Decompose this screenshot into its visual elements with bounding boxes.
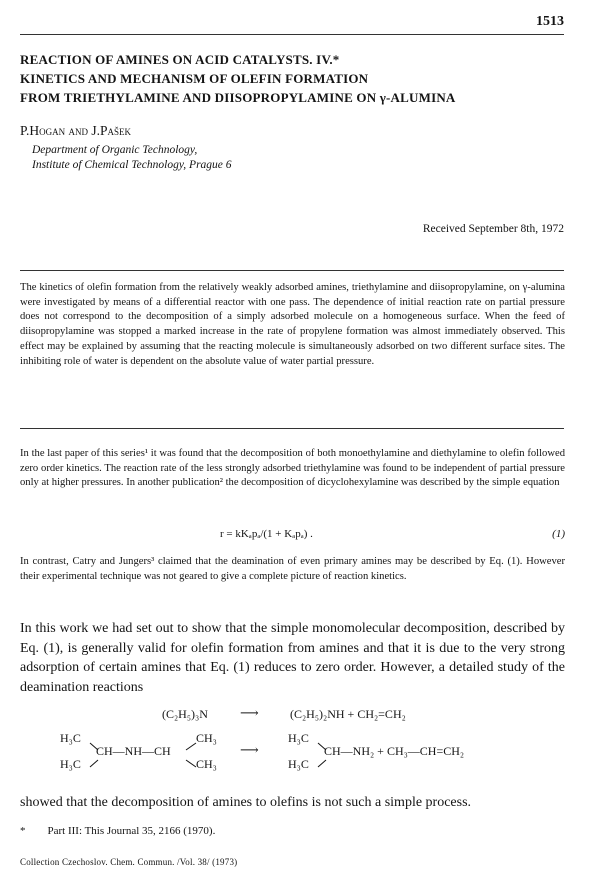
received-date: Received September 8th, 1972: [422, 223, 564, 235]
reaction-2-product-h3c-top: H₃C: [288, 731, 309, 745]
affiliation-line-2: Institute of Chemical Technology, Prague 6: [32, 159, 232, 171]
footnote-mark: *: [20, 825, 26, 837]
reaction-2-bond-lines: [80, 735, 260, 775]
reaction-2-reactant-middle: CH—NH—CH: [96, 744, 171, 758]
title-line-3: FROM TRIETHYLAMINE AND DIISOPROPYLAMINE ON γ-ALUMINA: [20, 90, 456, 105]
title-line-2: KINETICS AND MECHANISM OF OLEFIN FORMATION: [20, 71, 369, 86]
affiliation-line-1: Department of Organic Technology,: [32, 144, 198, 156]
abstract: The kinetics of olefin formation from the relatively weakly adsorbed amines, triethylamine and diisopropylamine, on γ-alumina were investigated by means of a differential reactor with one pass. The dependence of initial reaction rate on partial pressure does not correspond to the decomposition of a simply adsorbed molecule on a homogeneous surface. When the feed of diisopropylamine was stopped a marked increase in the rate of propylene formation was almost immediately observed. This effect may be explained by assuming that the reacting molecule is simultaneously adsorbed on two different surface sites. The inhibiting role of water is dependent on the absolute value of water partial pressure.: [20, 282, 565, 367]
page-number: 1513: [536, 14, 564, 29]
paper-title: [20, 50, 565, 107]
paragraph-3: In this work we had set out to show that the simple monomolecular decomposition, described by Eq. (1), is generally valid for olefin formation from amines and that it is due to the very strong adsorption of certain amines that Eq. (1) reduces to zero order. However, a detailed study of the deamination reactions: [20, 621, 565, 695]
equation-number: (1): [552, 528, 565, 540]
reaction-2-ch3-bottom: CH₃: [196, 757, 217, 771]
reaction-1-reactant: (C₂H₅)₃N: [162, 707, 208, 721]
abstract-top-rule: [20, 270, 564, 271]
affiliation: [32, 143, 232, 173]
paragraph-4: showed that the decomposition of amines to olefins is not such a simple process.: [20, 795, 472, 810]
reaction-2-ch3-top: CH₃: [196, 731, 217, 745]
footnote-text: Part III: This Journal 35, 2166 (1970).: [47, 825, 216, 837]
reaction-2-product-middle: CH—NH₂ + CH₃—CH=CH₂: [324, 744, 465, 758]
title-line-1: REACTION OF AMINES ON ACID CATALYSTS. IV.*: [20, 52, 340, 67]
authors: P.Hogan and J.Pašek: [20, 123, 132, 138]
abstract-bottom-rule: [20, 428, 564, 429]
header-rule: [20, 34, 564, 35]
intro-paragraph: In the last paper of this series¹ it was found that the decomposition of both monoethylamine and diethylamine to olefin followed zero order kinetics. The reaction rate of the less strongly adsorbed triethylamine was found to be independent of partial pressure only at higher pressures. In another publication² the decomposition of dicyclohexylamine was described by the simple equation: [20, 448, 565, 489]
reaction-2-h3c-bottom: H₃C: [60, 757, 81, 771]
reaction-2-product-h3c-bottom: H₃C: [288, 757, 309, 771]
reaction-1-products: (C₂H₅)₂NH + CH₂=CH₂: [290, 707, 406, 721]
paragraph-2: In contrast, Catry and Jungers³ claimed that the deamination of even primary amines may be described by Eq. (1). However their experimental technique was not geared to give a complete picture of reaction kinetics.: [20, 556, 565, 582]
equation-text: r = kKₐpₐ/(1 + Kₐpₐ) .: [220, 528, 313, 540]
journal-footer: Collection Czechoslov. Chem. Commun. /Vol. 38/ (1973): [20, 857, 238, 867]
reaction-1-arrow: ⟶: [240, 705, 259, 720]
reaction-2-h3c-top: H₃C: [60, 731, 81, 745]
reaction-2-arrow: ⟶: [240, 742, 259, 757]
footnote: [20, 825, 215, 837]
